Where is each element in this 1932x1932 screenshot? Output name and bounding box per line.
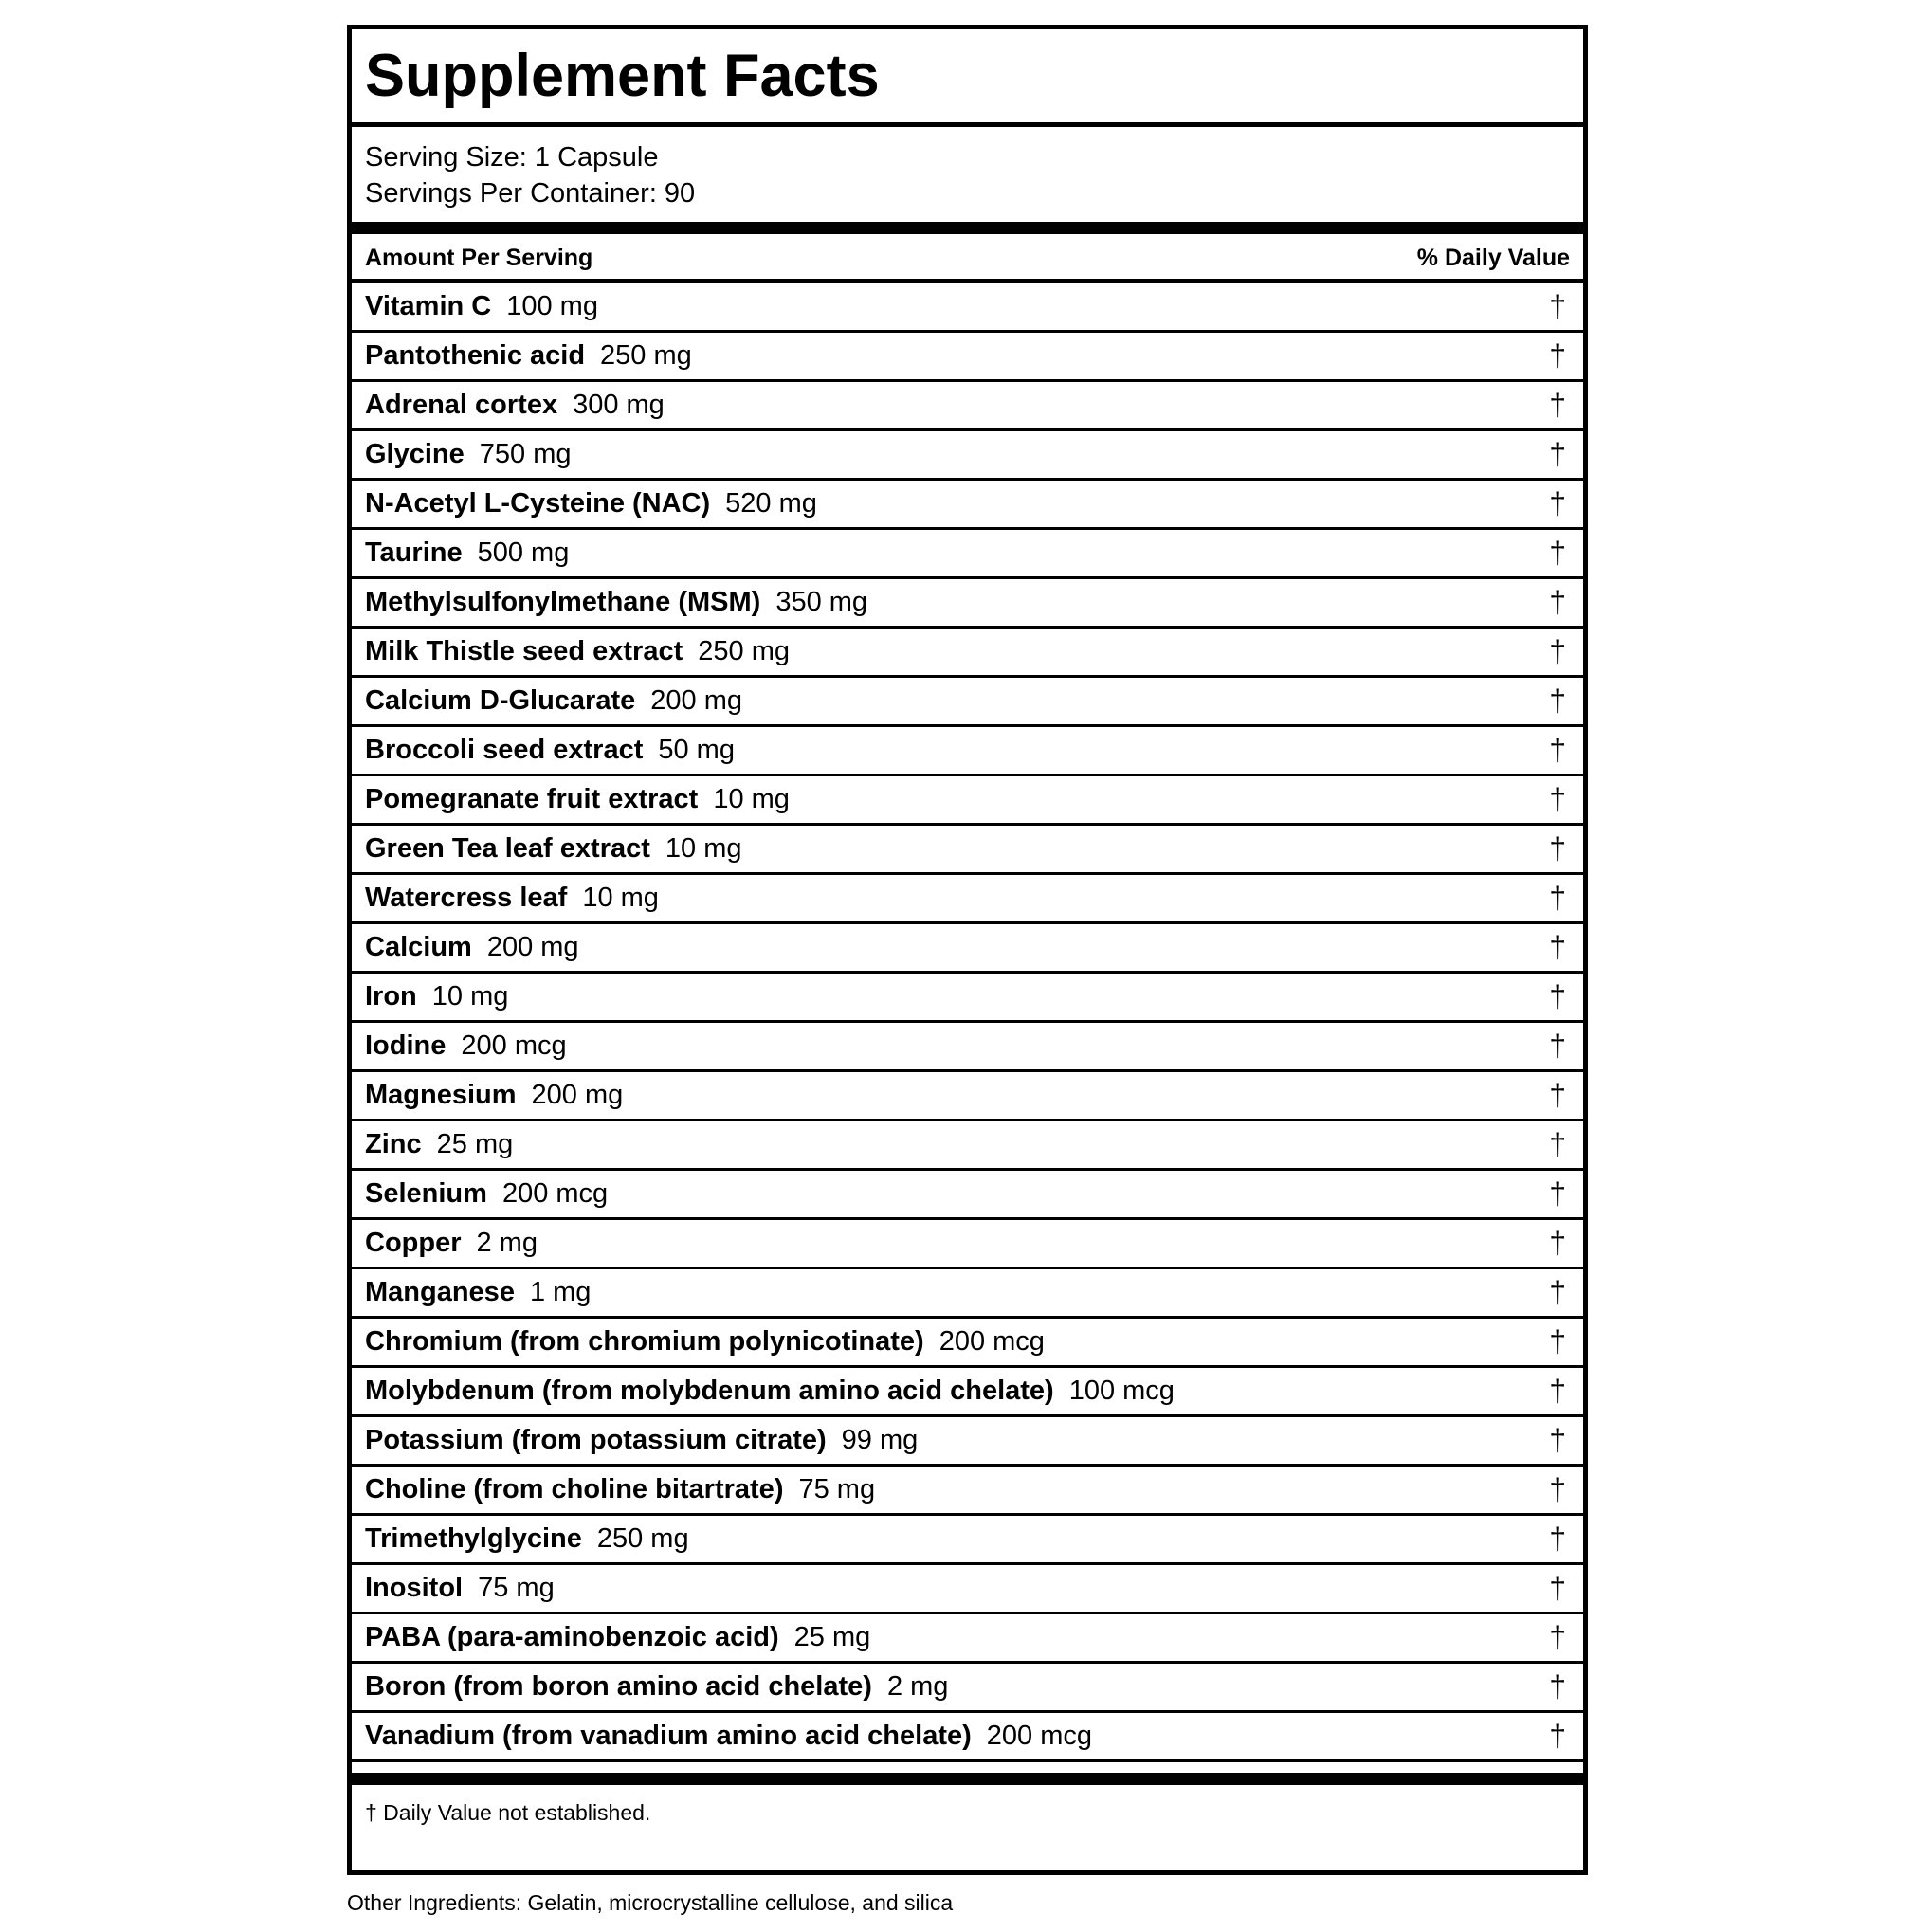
ingredient-amount: 1 mg	[529, 1277, 592, 1307]
ingredient-row	[352, 283, 1583, 333]
ingredient-row	[352, 1467, 1583, 1516]
ingredient-row	[352, 629, 1583, 678]
ingredient-info	[365, 1178, 608, 1210]
ingredient-daily-value: †	[1549, 486, 1566, 520]
ingredient-amount: 250 mg	[600, 340, 692, 371]
ingredient-row	[352, 1023, 1583, 1072]
ingredient-name: Green Tea leaf extract	[365, 833, 650, 864]
ingredient-amount: 2 mg	[886, 1671, 949, 1702]
ingredient-info	[365, 1721, 1092, 1752]
ingredient-info	[365, 1622, 870, 1653]
ingredient-daily-value: †	[1549, 1620, 1566, 1654]
ingredient-name: Iodine	[365, 1030, 447, 1061]
ingredient-amount: 2 mg	[476, 1228, 538, 1258]
ingredient-name: Methylsulfonylmethane (MSM)	[365, 587, 761, 617]
ingredient-info	[365, 1523, 689, 1555]
ingredient-daily-value: †	[1549, 585, 1566, 619]
ingredient-info	[365, 1671, 948, 1703]
ingredient-daily-value: †	[1549, 1275, 1566, 1309]
ingredient-list	[352, 283, 1583, 1762]
ingredient-amount: 350 mg	[775, 587, 868, 617]
ingredient-row	[352, 875, 1583, 924]
ingredient-amount: 25 mg	[436, 1129, 514, 1159]
ingredient-name: Broccoli seed extract	[365, 735, 644, 765]
ingredient-amount: 75 mg	[478, 1573, 555, 1603]
ingredient-daily-value: †	[1549, 1571, 1566, 1605]
ingredient-name: Choline (from choline bitartrate)	[365, 1474, 784, 1504]
ingredient-info	[365, 685, 742, 717]
ingredient-row	[352, 727, 1583, 776]
ingredient-info	[365, 833, 742, 865]
ingredient-row	[352, 431, 1583, 481]
ingredient-info	[365, 883, 659, 914]
supplement-facts-panel	[347, 25, 1588, 1875]
ingredient-row	[352, 1368, 1583, 1417]
ingredient-daily-value: †	[1549, 930, 1566, 964]
ingredient-name: PABA (para-aminobenzoic acid)	[365, 1622, 779, 1652]
ingredient-amount: 750 mg	[479, 439, 572, 469]
ingredient-amount: 10 mg	[713, 784, 790, 814]
ingredient-info	[365, 1326, 1045, 1358]
ingredient-row	[352, 333, 1583, 382]
ingredient-row	[352, 1121, 1583, 1171]
ingredient-info	[365, 291, 598, 322]
ingredient-amount: 25 mg	[793, 1622, 871, 1652]
ingredient-name: Adrenal cortex	[365, 390, 558, 420]
label-title: Supplement Facts	[352, 29, 1583, 127]
ingredient-daily-value: †	[1549, 683, 1566, 718]
ingredient-info	[365, 636, 790, 667]
ingredient-name: Vitamin C	[365, 291, 492, 321]
ingredient-name: Calcium D-Glucarate	[365, 685, 636, 716]
ingredient-info	[365, 1030, 567, 1062]
ingredient-name: Milk Thistle seed extract	[365, 636, 683, 666]
ingredient-daily-value: †	[1549, 1669, 1566, 1704]
ingredient-daily-value: †	[1549, 1472, 1566, 1506]
ingredient-row	[352, 678, 1583, 727]
other-ingredients: Other Ingredients: Gelatin, microcrystalline cellulose, and silica	[347, 1890, 954, 1915]
ingredient-amount: 100 mcg	[1068, 1376, 1175, 1406]
ingredient-daily-value: †	[1549, 1029, 1566, 1063]
ingredient-daily-value: †	[1549, 536, 1566, 570]
ingredient-daily-value: †	[1549, 733, 1566, 767]
ingredient-daily-value: †	[1549, 1423, 1566, 1457]
ingredient-daily-value: †	[1549, 1078, 1566, 1112]
ingredient-name: Iron	[365, 981, 417, 1012]
ingredient-row	[352, 1220, 1583, 1269]
ingredient-name: Trimethylglycine	[365, 1523, 582, 1554]
ingredient-info	[365, 488, 817, 519]
ingredient-daily-value: †	[1549, 1719, 1566, 1753]
serving-info	[352, 127, 1583, 222]
ingredient-name: Manganese	[365, 1277, 515, 1307]
ingredient-amount: 200 mcg	[461, 1030, 567, 1061]
ingredient-info	[365, 1474, 875, 1505]
ingredient-info	[365, 1228, 538, 1259]
ingredient-row	[352, 1565, 1583, 1614]
ingredient-name: Molybdenum (from molybdenum amino acid chelate)	[365, 1376, 1054, 1406]
ingredient-daily-value: †	[1549, 437, 1566, 471]
ingredient-info	[365, 784, 790, 815]
ingredient-daily-value: †	[1549, 1374, 1566, 1408]
ingredient-name: Calcium	[365, 932, 472, 962]
ingredient-name: Chromium (from chromium polynicotinate)	[365, 1326, 924, 1357]
servings-per-container: Servings Per Container: 90	[365, 178, 696, 209]
ingredient-daily-value: †	[1549, 634, 1566, 668]
thick-divider-top	[352, 222, 1583, 234]
ingredient-info	[365, 439, 572, 470]
ingredient-amount: 10 mg	[582, 883, 659, 913]
amount-per-serving-header: Amount Per Serving	[365, 245, 593, 271]
ingredient-row	[352, 924, 1583, 974]
ingredient-amount: 200 mcg	[986, 1721, 1093, 1751]
ingredient-info	[365, 390, 665, 421]
ingredient-daily-value: †	[1549, 388, 1566, 422]
ingredient-info	[365, 340, 692, 372]
ingredient-info	[365, 1376, 1175, 1407]
ingredient-daily-value: †	[1549, 289, 1566, 323]
ingredient-amount: 200 mcg	[501, 1178, 609, 1209]
ingredient-name: Boron (from boron amino acid chelate)	[365, 1671, 872, 1702]
ingredient-row	[352, 826, 1583, 875]
ingredient-amount: 520 mg	[725, 488, 817, 519]
ingredient-daily-value: †	[1549, 1176, 1566, 1211]
ingredient-info	[365, 981, 508, 1012]
ingredient-daily-value: †	[1549, 338, 1566, 373]
ingredient-amount: 300 mg	[573, 390, 665, 420]
ingredient-row	[352, 1713, 1583, 1762]
ingredient-amount: 75 mg	[798, 1474, 876, 1504]
serving-size: Serving Size: 1 Capsule	[365, 142, 659, 173]
ingredient-row	[352, 382, 1583, 431]
footnote: † Daily Value not established.	[365, 1800, 651, 1825]
ingredient-amount: 250 mg	[698, 636, 790, 666]
ingredient-amount: 200 mg	[486, 932, 579, 962]
ingredient-amount: 250 mg	[596, 1523, 689, 1554]
ingredient-name: Pomegranate fruit extract	[365, 784, 699, 814]
ingredient-row	[352, 1269, 1583, 1319]
ingredient-name: Pantothenic acid	[365, 340, 586, 371]
ingredient-row	[352, 481, 1583, 530]
ingredient-name: Vanadium (from vanadium amino acid chelate)	[365, 1721, 972, 1751]
ingredient-row	[352, 974, 1583, 1023]
ingredient-row	[352, 1319, 1583, 1368]
ingredient-row	[352, 1516, 1583, 1565]
ingredient-row	[352, 1664, 1583, 1713]
ingredient-amount: 200 mcg	[939, 1326, 1045, 1357]
ingredient-name: Watercress leaf	[365, 883, 568, 913]
thick-divider-bottom	[352, 1773, 1583, 1785]
ingredient-info	[365, 1573, 555, 1604]
daily-value-header: % Daily Value	[1416, 245, 1570, 271]
ingredient-amount: 100 mg	[506, 291, 598, 321]
ingredient-info	[365, 1425, 918, 1456]
ingredient-amount: 200 mg	[531, 1080, 624, 1110]
ingredient-info	[365, 1129, 513, 1160]
ingredient-name: Potassium (from potassium citrate)	[365, 1425, 827, 1455]
ingredient-daily-value: †	[1549, 831, 1566, 866]
ingredient-info	[365, 587, 867, 618]
ingredient-name: Glycine	[365, 439, 465, 469]
ingredient-amount: 10 mg	[665, 833, 742, 864]
ingredient-amount: 500 mg	[477, 538, 570, 568]
ingredient-daily-value: †	[1549, 881, 1566, 915]
ingredient-daily-value: †	[1549, 1226, 1566, 1260]
ingredient-row	[352, 579, 1583, 629]
ingredient-info	[365, 1080, 623, 1111]
ingredient-name: Taurine	[365, 538, 463, 568]
ingredient-amount: 200 mg	[650, 685, 742, 716]
ingredient-info	[365, 538, 569, 569]
ingredient-amount: 10 mg	[431, 981, 509, 1012]
ingredient-row	[352, 1171, 1583, 1220]
ingredient-row	[352, 1072, 1583, 1121]
ingredient-daily-value: †	[1549, 1522, 1566, 1556]
ingredient-daily-value: †	[1549, 782, 1566, 816]
ingredient-name: Copper	[365, 1228, 462, 1258]
ingredient-daily-value: †	[1549, 1127, 1566, 1161]
ingredient-info	[365, 1277, 591, 1308]
ingredient-name: N-Acetyl L-Cysteine (NAC)	[365, 488, 711, 519]
ingredient-name: Inositol	[365, 1573, 464, 1603]
ingredient-info	[365, 932, 579, 963]
ingredient-row	[352, 1614, 1583, 1664]
ingredient-name: Selenium	[365, 1178, 487, 1209]
ingredient-daily-value: †	[1549, 1324, 1566, 1358]
column-header-row	[352, 234, 1583, 283]
ingredient-row	[352, 1417, 1583, 1467]
ingredient-daily-value: †	[1549, 979, 1566, 1013]
ingredient-amount: 50 mg	[658, 735, 735, 765]
ingredient-info	[365, 735, 735, 766]
ingredient-name: Zinc	[365, 1129, 422, 1159]
ingredient-name: Magnesium	[365, 1080, 517, 1110]
ingredient-row	[352, 530, 1583, 579]
ingredient-amount: 99 mg	[841, 1425, 919, 1455]
ingredient-row	[352, 776, 1583, 826]
